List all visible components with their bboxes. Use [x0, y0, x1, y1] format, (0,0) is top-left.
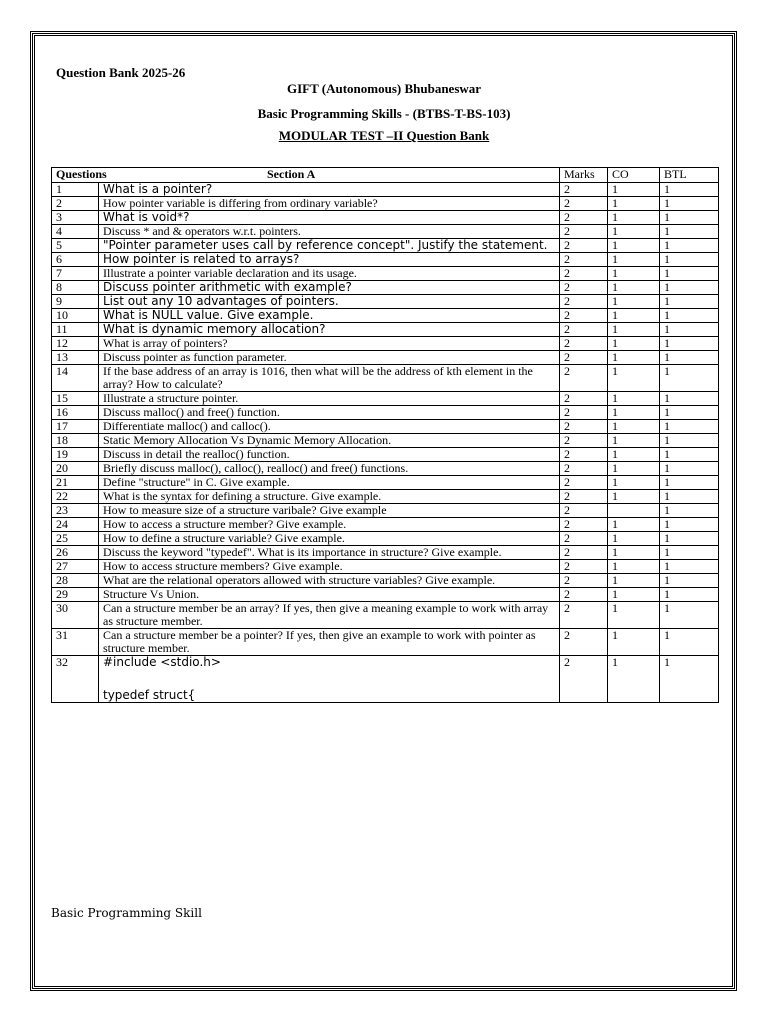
question-btl: 1: [660, 337, 719, 351]
question-co: 1: [608, 476, 660, 490]
question-co: 1: [608, 448, 660, 462]
question-btl: 1: [660, 656, 719, 703]
table-row: [52, 337, 719, 351]
question-number: 3: [52, 211, 99, 225]
table-row: [52, 462, 719, 476]
question-btl: 1: [660, 629, 719, 656]
question-btl: 1: [660, 225, 719, 239]
table-row: [52, 629, 719, 656]
question-number: 14: [52, 365, 99, 392]
question-marks: 2: [560, 656, 608, 703]
question-number: 19: [52, 448, 99, 462]
question-btl: 1: [660, 518, 719, 532]
question-text: What are the relational operators allowed with structure variables? Give example.: [99, 574, 560, 588]
question-number: 20: [52, 462, 99, 476]
question-text: If the base address of an array is 1016, then what will be the address of kth element in the array? How to calculate?: [99, 365, 560, 392]
question-marks: 2: [560, 588, 608, 602]
question-co: 1: [608, 546, 660, 560]
question-marks: 2: [560, 532, 608, 546]
question-co: 1: [608, 588, 660, 602]
question-number: 16: [52, 406, 99, 420]
header-btl: BTL: [660, 168, 719, 183]
question-number: 10: [52, 309, 99, 323]
table-row: [52, 420, 719, 434]
table-row: [52, 546, 719, 560]
question-marks: 2: [560, 281, 608, 295]
question-marks: 2: [560, 239, 608, 253]
question-number: 23: [52, 504, 99, 518]
question-number: 2: [52, 197, 99, 211]
question-marks: 2: [560, 546, 608, 560]
question-text: Discuss pointer as function parameter.: [99, 351, 560, 365]
question-text: How to measure size of a structure varibale? Give example: [99, 504, 560, 518]
question-text: Discuss pointer arithmetic with example?: [99, 281, 560, 295]
question-btl: 1: [660, 197, 719, 211]
page-footer: Basic Programming Skill: [51, 906, 202, 920]
question-btl: 1: [660, 574, 719, 588]
question-number: 4: [52, 225, 99, 239]
question-co: 1: [608, 239, 660, 253]
question-number: 15: [52, 392, 99, 406]
question-btl: 1: [660, 351, 719, 365]
question-btl: 1: [660, 490, 719, 504]
question-text: How pointer variable is differing from ordinary variable?: [99, 197, 560, 211]
table-row: [52, 504, 719, 518]
table-row: [52, 518, 719, 532]
question-number: 25: [52, 532, 99, 546]
question-number: 7: [52, 267, 99, 281]
table-row: [52, 239, 719, 253]
question-marks: 2: [560, 211, 608, 225]
question-co: 1: [608, 295, 660, 309]
question-text: Structure Vs Union.: [99, 588, 560, 602]
subject-title: Basic Programming Skills - (BTBS-T-BS-103): [257, 106, 511, 121]
table-row: [52, 476, 719, 490]
question-btl: 1: [660, 532, 719, 546]
question-marks: 2: [560, 560, 608, 574]
question-btl: 1: [660, 546, 719, 560]
table-row: [52, 574, 719, 588]
table-row: [52, 267, 719, 281]
question-marks: 2: [560, 476, 608, 490]
question-co: 1: [608, 532, 660, 546]
question-number: 1: [52, 183, 99, 197]
table-row: [52, 406, 719, 420]
question-co: 1: [608, 602, 660, 629]
question-marks: 2: [560, 365, 608, 392]
question-btl: 1: [660, 476, 719, 490]
question-text: Can a structure member be an array? If yes, then give a meaning example to work with array as structure member.: [99, 602, 560, 629]
question-marks: 2: [560, 309, 608, 323]
question-marks: 2: [560, 629, 608, 656]
question-co: 1: [608, 267, 660, 281]
table-row: [52, 532, 719, 546]
question-number: 31: [52, 629, 99, 656]
question-co: 1: [608, 462, 660, 476]
question-text: How to access a structure member? Give example.: [99, 518, 560, 532]
question-btl: 1: [660, 448, 719, 462]
question-btl: 1: [660, 281, 719, 295]
table-row: [52, 197, 719, 211]
question-text: How to define a structure variable? Give example.: [99, 532, 560, 546]
question-table: [51, 167, 719, 703]
question-text: Discuss in detail the realloc() function.: [99, 448, 560, 462]
question-btl: 1: [660, 295, 719, 309]
question-co: 1: [608, 629, 660, 656]
question-btl: 1: [660, 309, 719, 323]
question-btl: 1: [660, 434, 719, 448]
question-marks: 2: [560, 323, 608, 337]
question-marks: 2: [560, 462, 608, 476]
question-marks: 2: [560, 351, 608, 365]
question-text: List out any 10 advantages of pointers.: [99, 295, 560, 309]
table-row: [52, 183, 719, 197]
question-co: 1: [608, 351, 660, 365]
question-number: 26: [52, 546, 99, 560]
question-text: Briefly discuss malloc(), calloc(), realloc() and free() functions.: [99, 462, 560, 476]
question-btl: 1: [660, 602, 719, 629]
code-line: #include <stdio.h>: [103, 655, 221, 669]
header-section: Section A: [267, 167, 316, 181]
question-text: Differentiate malloc() and calloc().: [99, 420, 560, 434]
question-co: 1: [608, 253, 660, 267]
question-number: 17: [52, 420, 99, 434]
question-number: 22: [52, 490, 99, 504]
question-marks: 2: [560, 448, 608, 462]
table-row: [52, 225, 719, 239]
question-marks: 2: [560, 504, 608, 518]
table-header-row: [52, 168, 719, 183]
table-row: [52, 434, 719, 448]
question-text: Define "structure" in C. Give example.: [99, 476, 560, 490]
question-bank-label: Question Bank 2025-26: [56, 65, 186, 80]
question-text: What is array of pointers?: [99, 337, 560, 351]
question-text: How pointer is related to arrays?: [99, 253, 560, 267]
question-number: 12: [52, 337, 99, 351]
question-co: 1: [608, 420, 660, 434]
question-marks: 2: [560, 434, 608, 448]
question-text: Discuss malloc() and free() function.: [99, 406, 560, 420]
question-marks: 2: [560, 392, 608, 406]
question-number: 18: [52, 434, 99, 448]
question-co: 1: [608, 656, 660, 703]
question-btl: 1: [660, 365, 719, 392]
table-row: [52, 281, 719, 295]
question-marks: 2: [560, 225, 608, 239]
question-text: Static Memory Allocation Vs Dynamic Memory Allocation.: [99, 434, 560, 448]
question-number: 13: [52, 351, 99, 365]
question-text: What is NULL value. Give example.: [99, 309, 560, 323]
question-btl: 1: [660, 420, 719, 434]
question-marks: 2: [560, 267, 608, 281]
question-btl: 1: [660, 504, 719, 518]
question-marks: 2: [560, 490, 608, 504]
table-row: [52, 365, 719, 392]
question-code: [99, 656, 560, 703]
table-row: [52, 448, 719, 462]
header-questions: Questions: [56, 167, 107, 181]
table-row: [52, 588, 719, 602]
header-questions-section: [52, 168, 560, 183]
question-marks: 2: [560, 183, 608, 197]
question-btl: 1: [660, 406, 719, 420]
table-row: [52, 351, 719, 365]
question-co: 1: [608, 434, 660, 448]
question-marks: 2: [560, 253, 608, 267]
question-co: 1: [608, 323, 660, 337]
question-number: 32: [52, 656, 99, 703]
question-co: 1: [608, 560, 660, 574]
question-co: 1: [608, 490, 660, 504]
question-text: Discuss * and & operators w.r.t. pointers.: [99, 225, 560, 239]
question-number: 27: [52, 560, 99, 574]
question-number: 30: [52, 602, 99, 629]
question-text: "Pointer parameter uses call by reference concept". Justify the statement.: [99, 239, 560, 253]
table-row: [52, 656, 719, 703]
table-row: [52, 253, 719, 267]
question-number: 24: [52, 518, 99, 532]
table-row: [52, 323, 719, 337]
question-marks: 2: [560, 197, 608, 211]
question-co: 1: [608, 309, 660, 323]
question-number: 21: [52, 476, 99, 490]
question-number: 29: [52, 588, 99, 602]
question-co: 1: [608, 406, 660, 420]
question-number: 8: [52, 281, 99, 295]
question-text: What is dynamic memory allocation?: [99, 323, 560, 337]
code-line: typedef struct{: [103, 688, 196, 702]
question-number: 9: [52, 295, 99, 309]
table-row: [52, 490, 719, 504]
question-co: 1: [608, 211, 660, 225]
question-co: 1: [608, 183, 660, 197]
question-co: 1: [608, 574, 660, 588]
question-co: 1: [608, 392, 660, 406]
table-row: [52, 560, 719, 574]
question-btl: 1: [660, 253, 719, 267]
question-text: How to access structure members? Give example.: [99, 560, 560, 574]
question-marks: 2: [560, 602, 608, 629]
question-co: 1: [608, 518, 660, 532]
question-text: Illustrate a pointer variable declaration and its usage.: [99, 267, 560, 281]
question-btl: 1: [660, 239, 719, 253]
test-title: MODULAR TEST –II Question Bank: [278, 128, 490, 143]
question-btl: 1: [660, 323, 719, 337]
question-text: Illustrate a structure pointer.: [99, 392, 560, 406]
question-co: 1: [608, 197, 660, 211]
question-marks: 2: [560, 420, 608, 434]
table-row: [52, 392, 719, 406]
table-row: [52, 602, 719, 629]
question-btl: 1: [660, 211, 719, 225]
question-co: 1: [608, 225, 660, 239]
question-text: What is void*?: [99, 211, 560, 225]
question-co: 1: [608, 337, 660, 351]
institute-title: GIFT (Autonomous) Bhubaneswar: [286, 81, 482, 96]
question-btl: 1: [660, 392, 719, 406]
table-row: [52, 211, 719, 225]
question-btl: 1: [660, 588, 719, 602]
question-co: 1: [608, 365, 660, 392]
header-marks: Marks: [560, 168, 608, 183]
question-marks: 2: [560, 518, 608, 532]
question-text: What is a pointer?: [99, 183, 560, 197]
table-row: [52, 295, 719, 309]
question-btl: 1: [660, 462, 719, 476]
question-btl: 1: [660, 267, 719, 281]
question-text: Can a structure member be a pointer? If yes, then give an example to work with pointer as structure member.: [99, 629, 560, 656]
question-number: 5: [52, 239, 99, 253]
question-btl: 1: [660, 560, 719, 574]
question-text: Discuss the keyword "typedef". What is its importance in structure? Give example.: [99, 546, 560, 560]
question-btl: 1: [660, 183, 719, 197]
question-number: 11: [52, 323, 99, 337]
question-marks: 2: [560, 295, 608, 309]
question-marks: 2: [560, 406, 608, 420]
question-co: 1: [608, 281, 660, 295]
question-number: 6: [52, 253, 99, 267]
question-co: [608, 504, 660, 518]
question-text: What is the syntax for defining a structure. Give example.: [99, 490, 560, 504]
question-marks: 2: [560, 337, 608, 351]
header-co: CO: [608, 168, 660, 183]
question-number: 28: [52, 574, 99, 588]
question-marks: 2: [560, 574, 608, 588]
table-row: [52, 309, 719, 323]
